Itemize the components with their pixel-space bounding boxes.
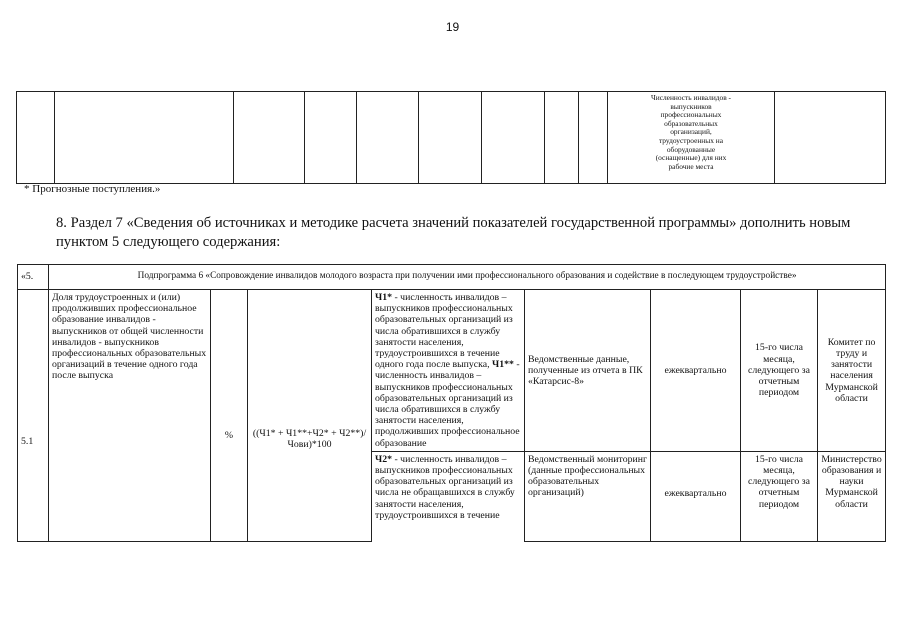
responsible-a: Комитет по труду и занятости населения Мурманской области bbox=[818, 290, 886, 452]
footnote: * Прогнозные поступления.» bbox=[24, 183, 161, 195]
table-row bbox=[18, 290, 886, 452]
section-heading: 8. Раздел 7 «Сведения об источниках и методике расчета значений показателей государственной программы» дополнить новым пунктом 5 следующего содержания: bbox=[56, 215, 851, 250]
section-number: «5. bbox=[18, 265, 49, 290]
indicator-table bbox=[17, 264, 886, 542]
top-table-fragment bbox=[16, 91, 886, 184]
data-source-a: Ведомственные данные, полученные из отчета в ПК «Катарсис-8» bbox=[525, 290, 651, 452]
frequency-b: ежеквартально bbox=[651, 451, 741, 542]
deadline-b: 15-го числа месяца, следующего за отчетным периодом bbox=[741, 451, 818, 542]
table-row bbox=[18, 265, 886, 290]
variables-cell-a: Ч1* - численность инвалидов – выпускников профессиональных образовательных организаций из числа обратившихся в службу занятости населения, трудоустроившихся в течение одного года после выпуска, Ч1** - численность инвалидов – выпускников профессиональных образовательных организаций из числа обратившихся в службу занятости населения, продолживших профессиональное образование bbox=[372, 290, 525, 452]
unit-cell: % bbox=[211, 290, 248, 542]
formula-cell: ((Ч1* + Ч1**+Ч2* + Ч2**)/Чови)*100 bbox=[248, 290, 372, 542]
variables-cell-b: Ч2* - численность инвалидов – выпускников профессиональных образовательных организаций из числа не обращавшихся в службу занятости населения, трудоустроившихся в течение bbox=[372, 451, 525, 542]
frequency-a: ежеквартально bbox=[651, 290, 741, 452]
row-number: 5.1 bbox=[18, 290, 49, 542]
data-source-b: Ведомственный мониторинг (данные профессиональных образовательных организаций) bbox=[525, 451, 651, 542]
subprogram-title: Подпрограмма 6 «Сопровождение инвалидов молодого возраста при получении ими профессионального образования и содействие в последующем трудоустройстве» bbox=[49, 265, 886, 290]
table-row bbox=[17, 92, 886, 184]
responsible-b: Министерство образования и науки Мурманской области bbox=[818, 451, 886, 542]
indicator-name: Доля трудоустроенных и (или) продолживших профессиональное образование инвалидов - выпускников от общей численности инвалидов - выпускников профессиональных образовательных организаций в течение одного года после выпуска bbox=[49, 290, 211, 542]
deadline-a: 15-го числа месяца, следующего за отчетным периодом bbox=[741, 290, 818, 452]
page-number: 19 bbox=[445, 20, 460, 34]
indicator-description-cell: Численность инвалидов - выпускников профессиональных образовательных организаций, трудоустроенных на оборудованные (оснащенные) для них рабочие места bbox=[608, 92, 775, 184]
